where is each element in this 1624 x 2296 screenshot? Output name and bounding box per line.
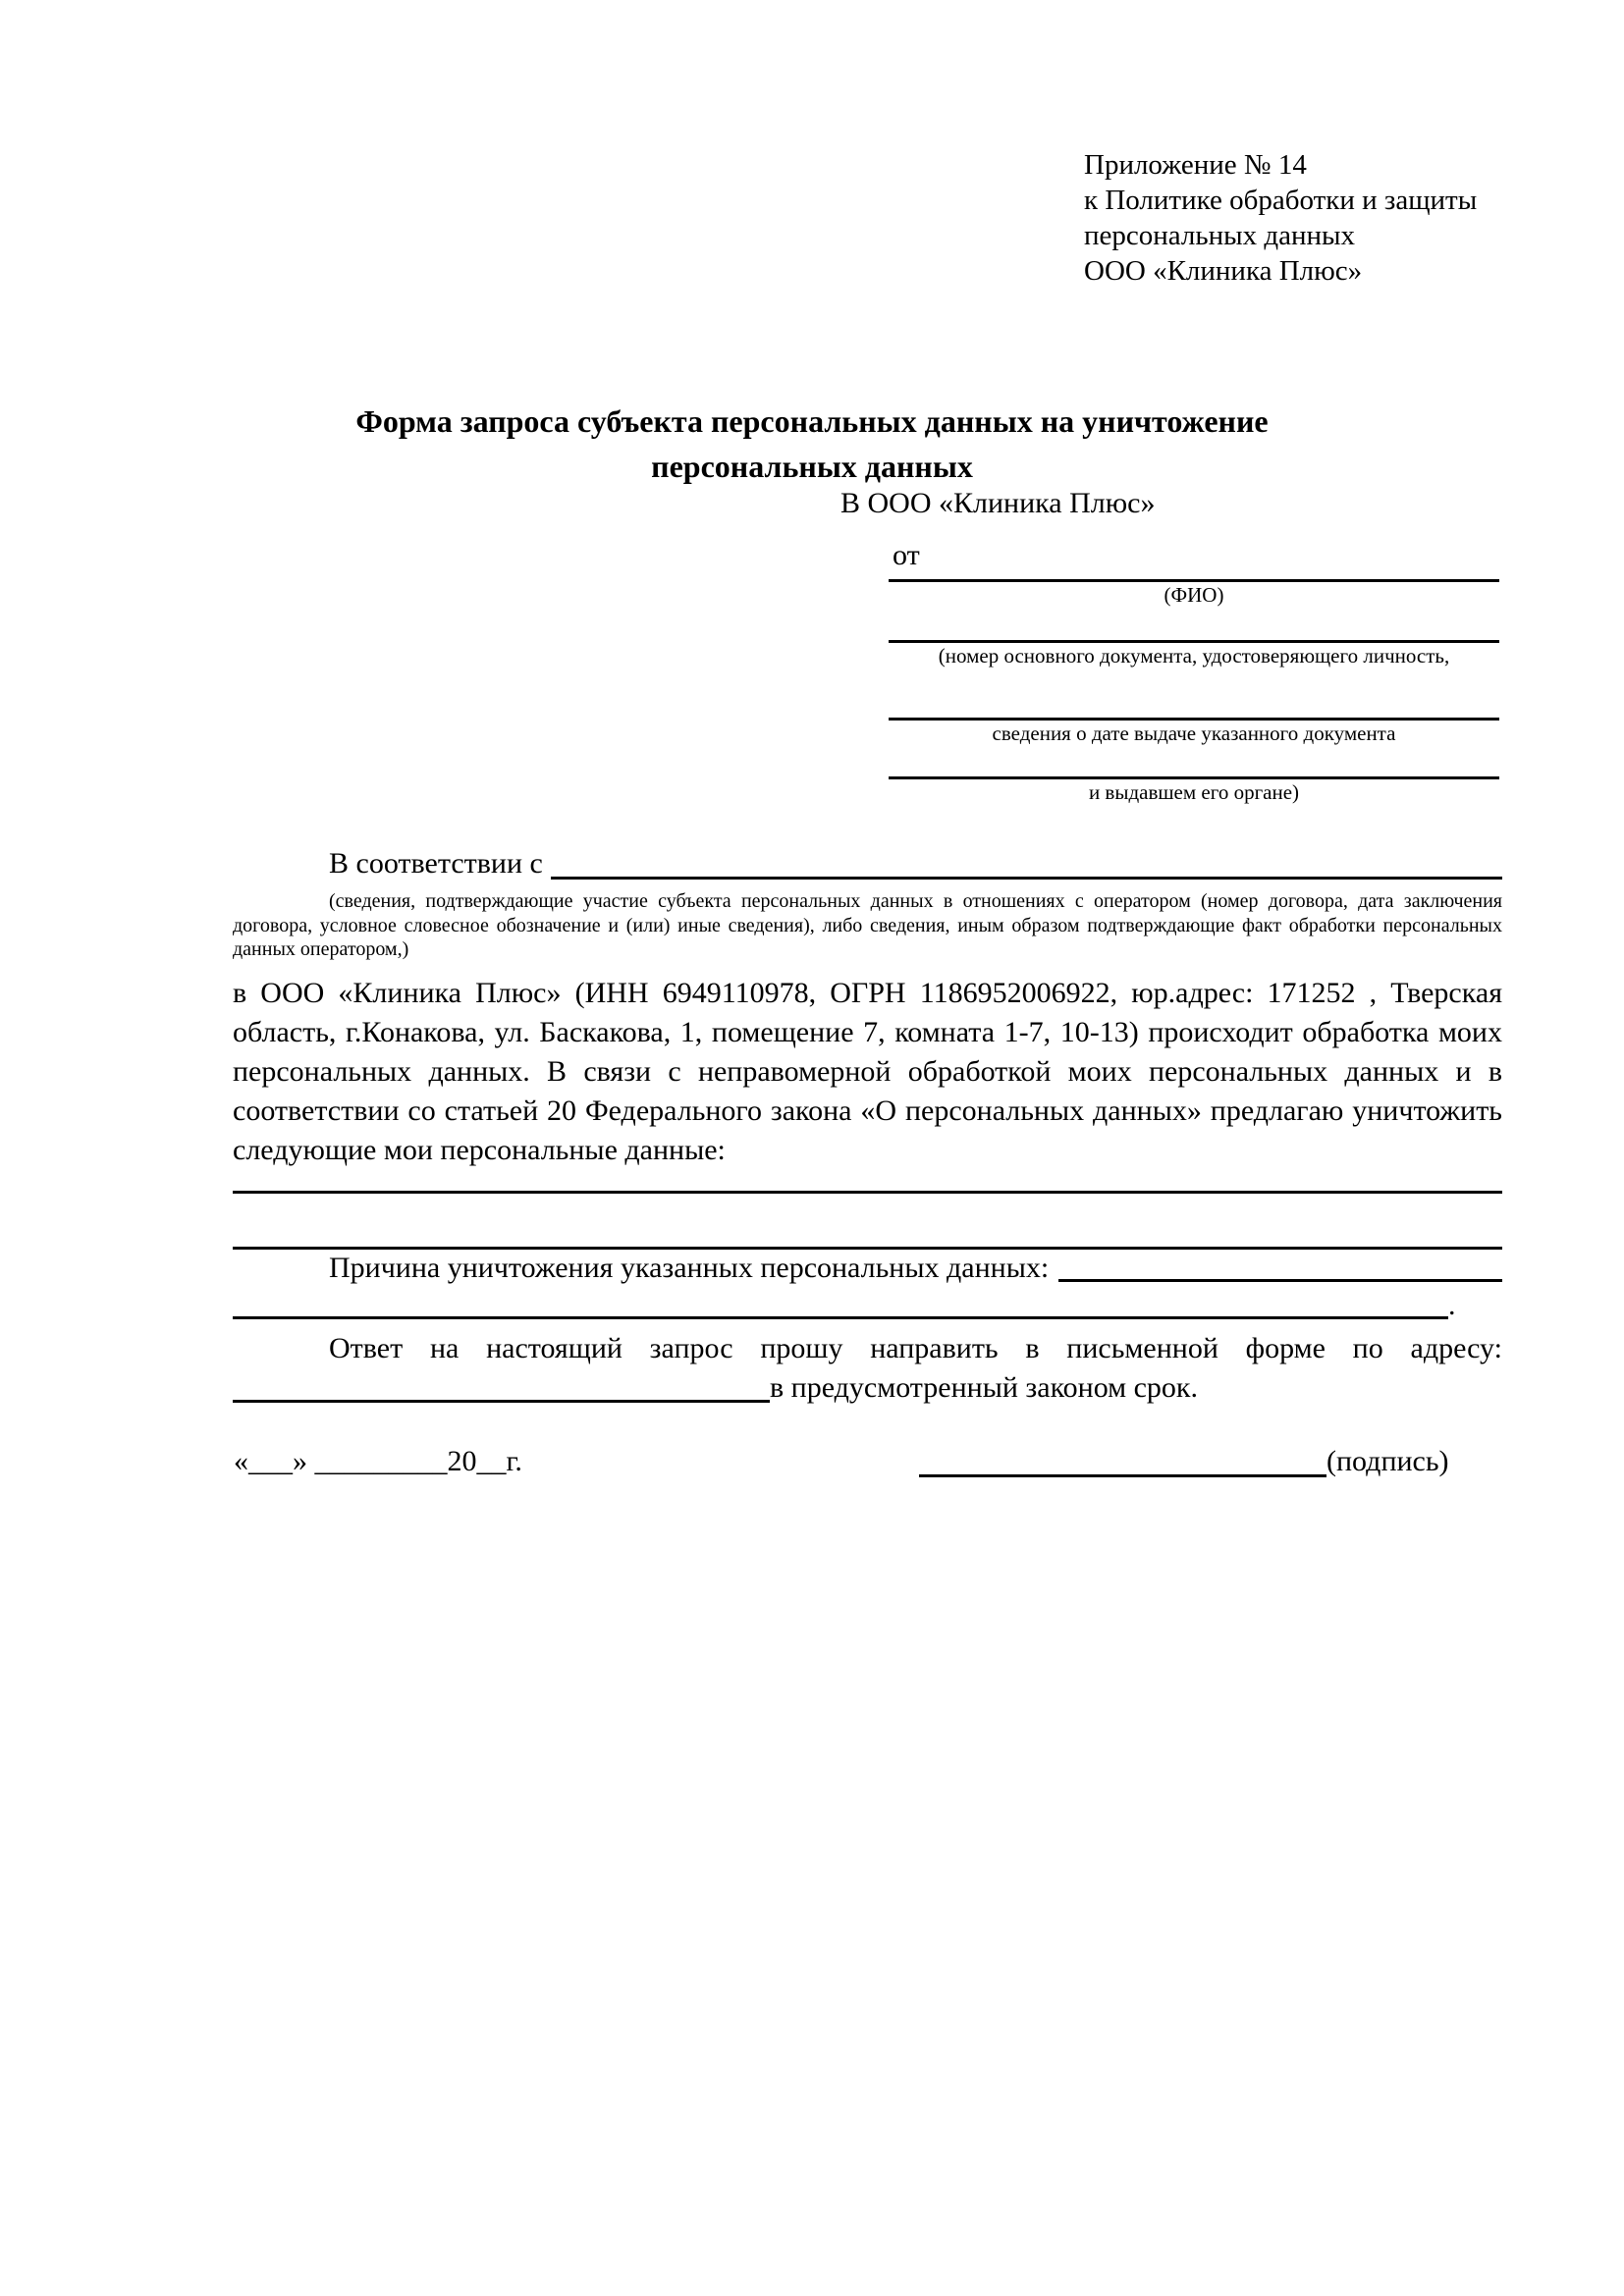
appendix-line-2: к Политике обработки и защиты (1084, 185, 1478, 216)
issuing-authority-caption: и выдавшем его органе) (1088, 780, 1300, 804)
applicant-id-block (889, 579, 1499, 805)
body-paragraph: в ООО «Клиника Плюс» (ИНН 6949110978, ОГРН 1186952006922, юр.адрес: 171252 , Тверская область, г.Конакова, ул. Баскакова, 1, помещение 7, комната 1-7, 10-13) происходит обработка моих персональных данных. В связи с неправомерной обработкой моих персональных данных и в соответствии со статьей 20 Федерального закона «О персональных данных» предлагаю уничтожить следующие мои персональные данные: (233, 977, 1502, 1166)
reason-label: Причина уничтожения указанных персональных данных: (329, 1252, 1050, 1284)
date-signature-row (233, 1441, 1502, 1482)
data-to-destroy-blank-line-1[interactable] (233, 1191, 1502, 1194)
document-number-row (889, 640, 1499, 668)
appendix-line-4: ООО «Клиника Плюс» (1084, 255, 1363, 287)
document-number-caption: (номер основного документа, удостоверяющего личность, (938, 644, 1450, 667)
document-title: Форма запроса субъекта персональных данных на уничтожение персональных данных (355, 403, 1269, 484)
reply-tail: в предусмотренный законом срок. (770, 1371, 1198, 1404)
reason-blank-line-2[interactable] (233, 1286, 1448, 1319)
appendix-note (1084, 147, 1555, 289)
according-row (233, 844, 1502, 883)
basis-blank-line[interactable] (551, 844, 1502, 880)
issue-date-caption: сведения о дате выдаче указанного документа (992, 721, 1396, 745)
appendix-line-1: Приложение № 14 (1084, 149, 1307, 181)
reason-period: . (1448, 1289, 1456, 1321)
signature-caption: (подпись) (1326, 1445, 1449, 1477)
basis-fine-print: (сведения, подтверждающие участие субъекта персональных данных в отношениях с оператором (номер договора, дата заключения договора, условное словесное обозначение и (или) иные сведения), либо сведения, иным образом подтверждающие факт обработки персональных данных оператором,) (233, 890, 1502, 960)
date-blank-text: «___» _________20__г. (234, 1445, 522, 1477)
issuing-authority-row (889, 776, 1499, 805)
reply-address-blank-line[interactable] (233, 1368, 770, 1403)
from-label: от (893, 539, 920, 571)
reply-address-row (233, 1368, 1502, 1408)
reason-blank-line[interactable] (1058, 1249, 1502, 1282)
reply-sentence: Ответ на настоящий запрос прошу направить в письменной форме по адресу: (329, 1332, 1502, 1364)
appendix-line-3: персональных данных (1084, 220, 1356, 251)
according-label: В соответствии с (329, 847, 543, 880)
reason-row (233, 1249, 1502, 1288)
addressee-line: В ООО «Клиника Плюс» (840, 487, 1156, 519)
fio-row (889, 579, 1499, 608)
signature-group (919, 1441, 1449, 1482)
issue-date-row (889, 718, 1499, 746)
signature-blank-line[interactable] (919, 1441, 1326, 1477)
reason-continuation-row (233, 1286, 1502, 1325)
fio-caption: (ФИО) (1164, 583, 1224, 607)
